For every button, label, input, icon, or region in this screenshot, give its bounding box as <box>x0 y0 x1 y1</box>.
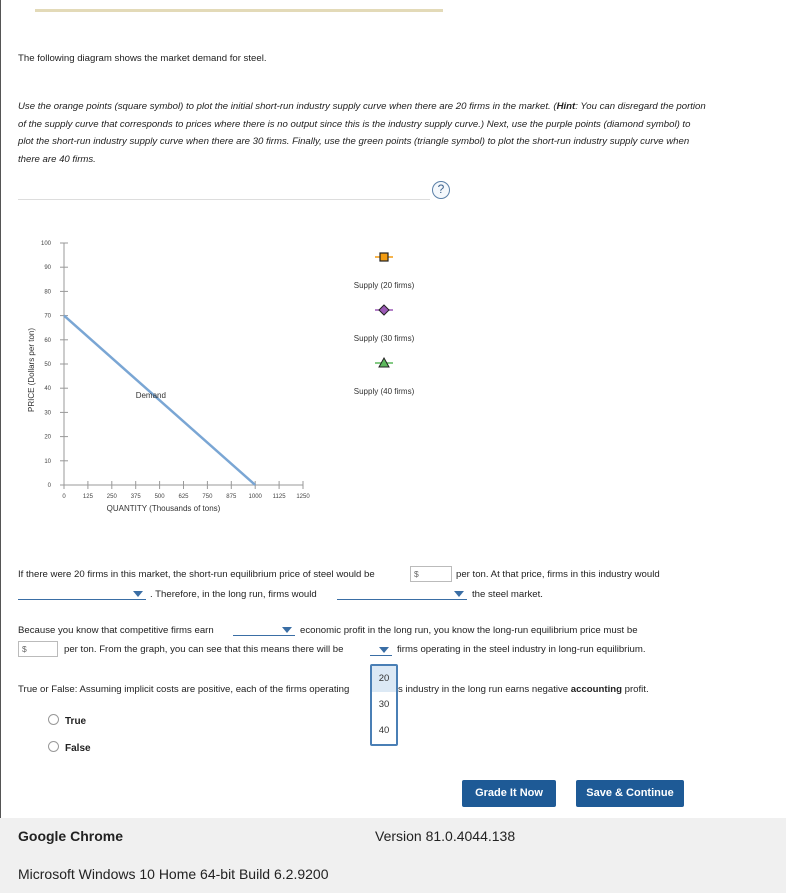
legend-label: Supply (40 firms) <box>353 387 415 396</box>
x-tick-label: 750 <box>202 494 213 500</box>
q1-text-1b: per ton. At that price, firms in this industry would <box>456 569 660 580</box>
help-icon[interactable]: ? <box>432 181 450 199</box>
graph[interactable] <box>0 230 460 520</box>
q3-text-rest <box>398 683 649 696</box>
grade-it-now-button[interactable]: Grade It Now <box>462 780 556 807</box>
instructions-part2: : You can disregard the portion of the supply curve that corresponds to prices where there is no output since this is the industry supply curve.) Next, use the purple points (diamond symbol) to plot the short-run industry supply curve when there are 30 firms. Finally, use the green points (triangle symbol) to plot the short-run industry supply curve when there are 40 firms. <box>18 101 706 165</box>
q2-profit-dropdown[interactable] <box>233 623 295 636</box>
q2-text-1a: Because you know that competitive firms earn <box>18 625 214 636</box>
y-tick-label: 50 <box>44 362 51 368</box>
q2-text-1b: economic profit in the long run, you know the long-run equilibrium price must be <box>300 625 638 636</box>
x-tick-label: 125 <box>82 494 93 500</box>
radio-true-label: True <box>65 716 87 727</box>
firms-dropdown-list[interactable] <box>370 664 398 746</box>
system-info-footer <box>0 818 786 893</box>
q2-price-input[interactable]: $ <box>18 641 58 657</box>
q1-text-2b: the steel market. <box>472 589 543 600</box>
top-accent-bar <box>35 9 443 12</box>
radio-false[interactable] <box>48 741 91 754</box>
x-tick-label: 1250 <box>296 494 310 500</box>
browser-name: Google Chrome <box>18 828 124 844</box>
q2-firms-dropdown[interactable] <box>370 643 392 656</box>
y-tick-label: 90 <box>44 265 51 272</box>
q3-text-b: s industry in the long run earns negative <box>398 684 571 695</box>
radio-false-label: False <box>65 743 91 754</box>
legend-label: Supply (30 firms) <box>353 334 415 343</box>
x-tick-label: 375 <box>130 494 141 500</box>
demand-curve <box>64 316 255 485</box>
x-tick-label: 0 <box>62 494 66 500</box>
y-tick-label: 80 <box>44 289 51 296</box>
y-tick-label: 40 <box>44 386 51 393</box>
hint-label: Hint <box>556 101 576 112</box>
x-axis-label: QUANTITY (Thousands of tons) <box>106 504 221 513</box>
q1-price-input[interactable]: $ <box>410 566 452 582</box>
chevron-down-icon <box>282 627 292 633</box>
y-tick-label: 20 <box>44 434 51 441</box>
q3-text-a: True or False: Assuming implicit costs are positive, each of the firms operating <box>18 684 350 695</box>
chevron-down-icon <box>133 591 143 597</box>
x-tick-label: 1000 <box>248 494 262 500</box>
q1-firm-outcome-dropdown[interactable] <box>18 587 146 600</box>
q3-text-c: profit. <box>621 684 649 695</box>
x-tick-label: 1125 <box>272 494 286 500</box>
x-tick-label: 500 <box>154 494 165 500</box>
x-tick-label: 250 <box>106 494 117 500</box>
intro-text: The following diagram shows the market demand for steel. <box>18 53 267 64</box>
q1-text-2a: . Therefore, in the long run, firms would <box>150 589 317 600</box>
x-tick-label: 625 <box>178 494 189 500</box>
demand-curve-label: Demand <box>135 390 166 400</box>
chevron-down-icon <box>379 647 389 653</box>
chevron-down-icon <box>454 591 464 597</box>
radio-circle-icon[interactable] <box>48 714 59 725</box>
y-tick-label: 60 <box>44 337 51 344</box>
q1-text-1: If there were 20 firms in this market, the short-run equilibrium price of steel would be <box>18 569 375 580</box>
q2-text-2a: per ton. From the graph, you can see that this means there will be <box>64 644 344 655</box>
q3-text-bold: accounting <box>570 684 622 695</box>
y-tick-label: 70 <box>44 313 51 320</box>
x-tick-label: 875 <box>226 494 237 500</box>
save-continue-button[interactable]: Save & Continue <box>576 780 684 807</box>
square-marker-icon <box>380 253 388 261</box>
y-tick-label: 0 <box>47 483 51 489</box>
dropdown-option-20[interactable]: 20 <box>372 666 396 692</box>
q1-long-run-dropdown[interactable] <box>337 587 467 600</box>
section-separator <box>18 199 430 200</box>
y-axis-label: PRICE (Dollars per ton) <box>27 327 36 413</box>
diamond-marker-icon <box>379 305 389 315</box>
y-tick-label: 10 <box>44 458 51 465</box>
instructions-part1: Use the orange points (square symbol) to plot the initial short-run industry supply curve when there are 20 firms in the market. ( <box>18 101 557 112</box>
browser-version: Version 81.0.4044.138 <box>375 828 516 844</box>
radio-circle-icon[interactable] <box>48 741 59 752</box>
legend-label: Supply (20 firms) <box>353 281 415 290</box>
dropdown-option-30[interactable]: 30 <box>378 699 390 710</box>
os-info: Microsoft Windows 10 Home 64-bit Build 6.2.9200 <box>18 866 329 882</box>
instructions-text <box>18 98 708 168</box>
dropdown-option-40[interactable]: 40 <box>378 725 390 736</box>
radio-true[interactable] <box>48 714 86 727</box>
y-tick-label: 100 <box>40 241 51 247</box>
y-tick-label: 30 <box>44 410 51 417</box>
q2-text-2b: firms operating in the steel industry in long-run equilibrium. <box>397 644 646 655</box>
